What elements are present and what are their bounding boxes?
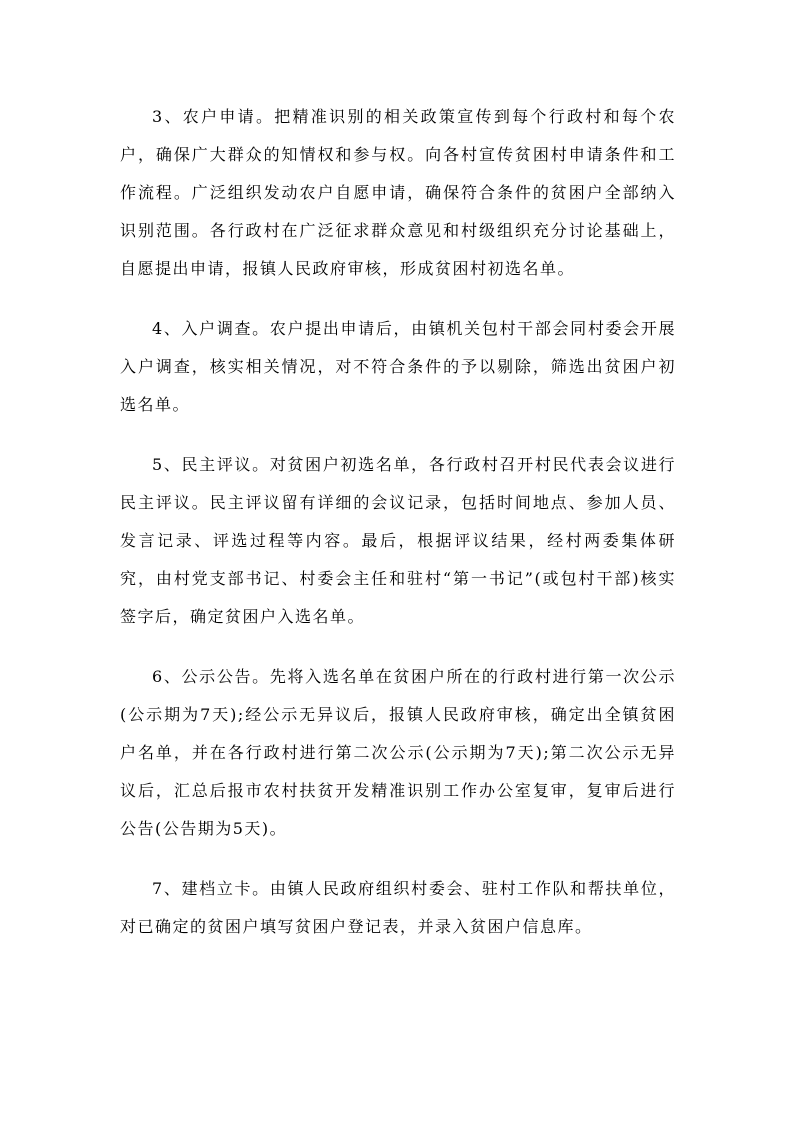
paragraph-household-survey: 4、入户调查。农户提出申请后，由镇机关包村干部会同村委会开展入户调查，核实相关情况，对不符合条件的予以剔除，筛选出贫困户初选名单。: [120, 319, 676, 414]
paragraph-democratic-review: 5、民主评议。对贫困户初选名单，各行政村召开村民代表会议进行民主评议。民主评议留有详细的会议记录，包括时间地点、参加人员、发言记录、评选过程等内容。最后，根据评议结果，经村两委集体研究，由村党支部书记、村委会主任和驻村“第一书记”(或包村干部)核实签字后，确定贫困户入选名单。: [120, 455, 676, 626]
paragraph-public-notice: 6、公示公告。先将入选名单在贫困户所在的行政村进行第一次公示(公示期为7天);经公示无异议后，报镇人民政府审核，确定出全镇贫困户名单，并在各行政村进行第二次公示(公示期为7天);第二次公示无异议后，汇总后报市农村扶贫开发精准识别工作办公室复审，复审后进行公告(公告期为5天)。: [120, 667, 676, 838]
paragraph-file-registration: 7、建档立卡。由镇人民政府组织村委会、驻村工作队和帮扶单位，对已确定的贫困户填写贫困户登记表，并录入贫困户信息库。: [120, 879, 676, 936]
document-body: [120, 98, 676, 968]
paragraph-farmer-application: 3、农户申请。把精准识别的相关政策宣传到每个行政村和每个农户，确保广大群众的知情权和参与权。向各村宣传贫困村申请条件和工作流程。广泛组织发动农户自愿申请，确保符合条件的贫困户全部纳入识别范围。各行政村在广泛征求群众意见和村级组织充分讨论基础上，自愿提出申请，报镇人民政府审核，形成贫困村初选名单。: [120, 107, 676, 278]
